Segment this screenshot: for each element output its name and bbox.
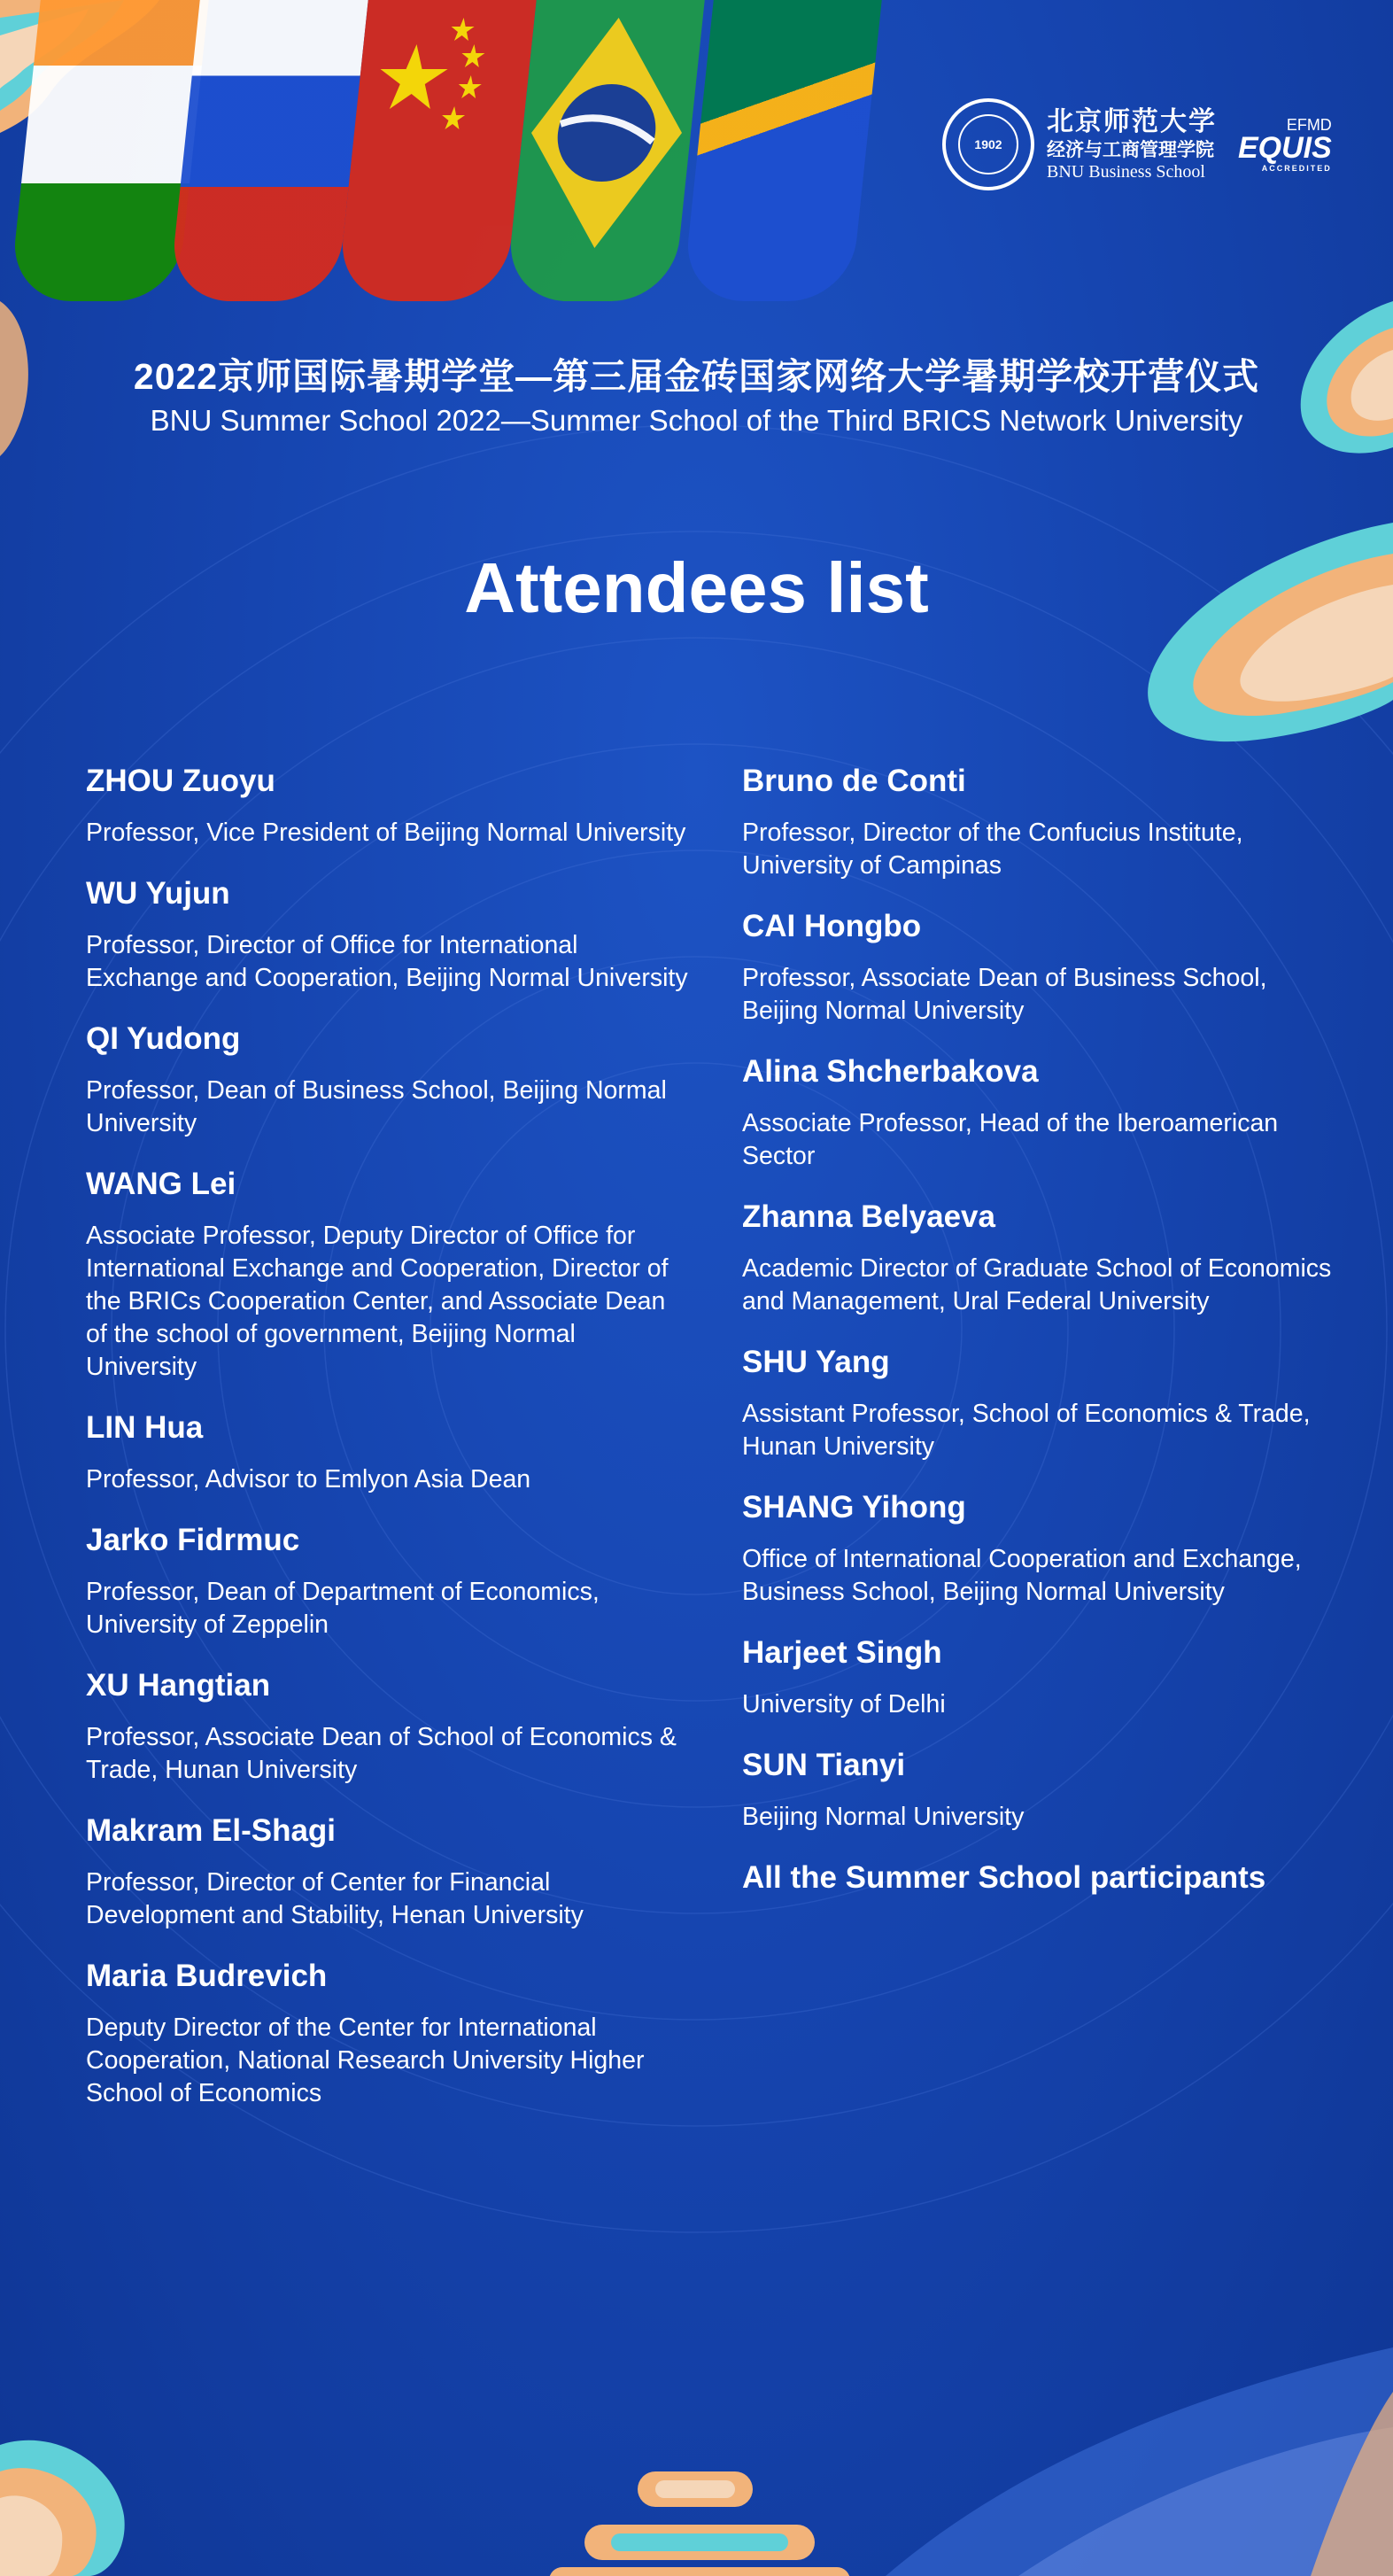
accredited-label: ACCREDITED bbox=[1261, 163, 1332, 173]
attendee-entry bbox=[742, 1635, 1344, 1721]
attendee-title: Professor, Advisor to Emlyon Asia Dean bbox=[86, 1465, 531, 1494]
attendee-entry bbox=[86, 1668, 688, 1787]
attendee-title: Office of International Cooperation and Exchange, Business School, Beijing Normal University bbox=[742, 1545, 1302, 1606]
attendee-name: Bruno de Conti bbox=[742, 764, 966, 798]
attendee-entry bbox=[742, 764, 1344, 882]
attendee-name: Makram El-Shagi bbox=[86, 1813, 337, 1848]
attendee-name: WANG Lei bbox=[86, 1167, 236, 1201]
attendee-entry bbox=[742, 909, 1344, 1028]
attendee-title: Professor, Associate Dean of School of Economics & Trade, Hunan University bbox=[86, 1723, 677, 1784]
attendee-title: Professor, Dean of Business School, Beijing Normal University bbox=[86, 1076, 667, 1137]
closing-note: All the Summer School participants bbox=[742, 1860, 1266, 1895]
attendee-entry bbox=[742, 1490, 1344, 1609]
attendee-title: Professor, Vice President of Beijing Normal University bbox=[86, 819, 686, 847]
attendee-entry bbox=[742, 1054, 1344, 1173]
attendee-title: Associate Professor, Deputy Director of Office for International Exchange and Cooperation, Director of the BRICs Cooperation Center, and Associate Dean of the school of government, Beijing Normal University bbox=[86, 1222, 669, 1381]
school-name-en: BNU Business School bbox=[1047, 162, 1205, 182]
equis-label: EQUIS bbox=[1238, 130, 1332, 165]
attendee-name: XU Hangtian bbox=[86, 1668, 271, 1703]
attendee-title: Professor, Director of Center for Financial Development and Stability, Henan University bbox=[86, 1868, 584, 1929]
attendee-entry bbox=[742, 1345, 1344, 1463]
event-title-en: BNU Summer School 2022—Summer School of the Third BRICS Network University bbox=[150, 404, 1243, 437]
attendee-title: Associate Professor, Head of the Iberoamerican Sector bbox=[742, 1109, 1279, 1170]
attendee-name: SUN Tianyi bbox=[742, 1748, 906, 1782]
attendee-name: WU Yujun bbox=[86, 876, 230, 911]
attendee-name: SHU Yang bbox=[742, 1345, 890, 1379]
efmd-label: EFMD bbox=[1286, 115, 1332, 134]
attendee-entry bbox=[86, 1410, 688, 1496]
school-sub-cn: 经济与工商管理学院 bbox=[1047, 139, 1214, 160]
attendee-title: Professor, Director of the Confucius Institute, University of Campinas bbox=[742, 819, 1243, 880]
attendee-title: Academic Director of Graduate School of Economics and Management, Ural Federal University bbox=[742, 1254, 1332, 1315]
attendee-entry bbox=[742, 1748, 1344, 1834]
attendee-name: Jarko Fidrmuc bbox=[86, 1523, 300, 1557]
wave-decoration-bottom bbox=[0, 2347, 1393, 2576]
attendee-entry bbox=[742, 1199, 1344, 1318]
attendee-name: ZHOU Zuoyu bbox=[86, 764, 275, 798]
attendee-entry bbox=[86, 1813, 688, 1932]
attendees-left-column bbox=[86, 764, 688, 2137]
attendee-name: Alina Shcherbakova bbox=[742, 1054, 1039, 1089]
school-name-block bbox=[1047, 107, 1217, 182]
attendee-name: LIN Hua bbox=[86, 1410, 204, 1445]
attendee-entry bbox=[86, 1021, 688, 1140]
attendee-name: Zhanna Belyaeva bbox=[742, 1199, 995, 1234]
attendee-entry bbox=[86, 1523, 688, 1641]
attendee-entry bbox=[86, 1959, 688, 2110]
event-title-cn: 2022京师国际暑期学堂—第三届金砖国家网络大学暑期学校开营仪式 bbox=[133, 356, 1260, 397]
seal-year: 1902 bbox=[958, 114, 1018, 175]
attendee-title: Deputy Director of the Center for International Cooperation, National Research University Higher School of Economics bbox=[86, 2013, 645, 2107]
attendee-entry bbox=[86, 764, 688, 850]
attendee-name: CAI Hongbo bbox=[742, 909, 922, 943]
attendees-right-column bbox=[742, 764, 1344, 1896]
attendee-title: Professor, Dean of Department of Economics, University of Zeppelin bbox=[86, 1578, 600, 1639]
bnu-seal-logo bbox=[942, 98, 1034, 190]
logo-group bbox=[942, 96, 1358, 193]
attendee-title: Beijing Normal University bbox=[742, 1803, 1025, 1831]
attendee-name: Maria Budrevich bbox=[86, 1959, 328, 1993]
attendee-title: Professor, Associate Dean of Business School, Beijing Normal University bbox=[742, 964, 1267, 1025]
attendee-name: Harjeet Singh bbox=[742, 1635, 942, 1670]
equis-logo bbox=[1238, 117, 1332, 173]
attendee-name: QI Yudong bbox=[86, 1021, 241, 1056]
attendee-name: SHANG Yihong bbox=[742, 1490, 966, 1525]
page-title: Attendees list bbox=[464, 548, 929, 627]
attendee-title: Professor, Director of Office for International Exchange and Cooperation, Beijing Normal University bbox=[86, 931, 688, 992]
attendee-entry bbox=[86, 876, 688, 995]
attendee-title: Assistant Professor, School of Economics & Trade, Hunan University bbox=[742, 1400, 1311, 1461]
attendee-entry bbox=[86, 1167, 688, 1384]
school-name-cn: 北京师范大学 bbox=[1047, 105, 1217, 137]
attendee-title: University of Delhi bbox=[742, 1690, 946, 1719]
